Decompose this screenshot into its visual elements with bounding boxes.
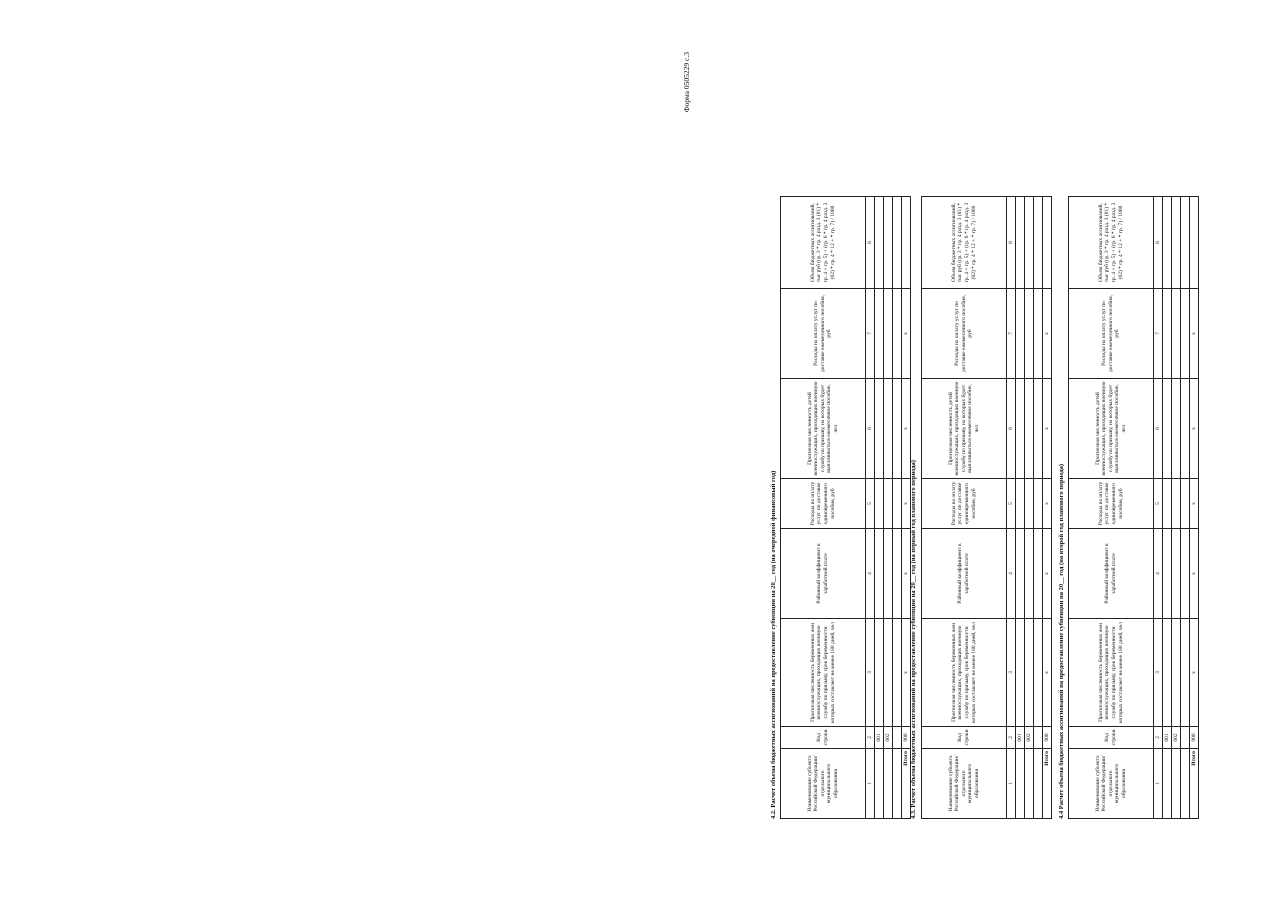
table-row [1163,197,1172,819]
column-header: Наименование субъекта Российской Федерации/ отдельного муниципального образования [922,749,1007,819]
column-header: Прогнозная численность беременных жен военнослужащих, проходящих военную службу по призыву, срок беременности которых составляет не менее 180 дней, чел [781,619,866,727]
total-value-cell[interactable] [1190,197,1199,289]
table-row [893,197,902,819]
value-cell[interactable] [1172,479,1181,529]
value-cell[interactable] [884,619,893,727]
column-number: 7 [1154,289,1163,379]
column-number: 5 [866,479,875,529]
value-cell[interactable] [1025,619,1034,727]
total-row [1043,197,1052,819]
value-cell[interactable] [1034,197,1043,289]
value-cell[interactable] [1034,727,1043,749]
total-cross: х [1043,289,1052,379]
column-header: Объем бюджетных ассигнований, тыс руб (гр. 3 * гр. 4 разд. 3 (01) * гр. 4 + гр. 5) + (гр. 6 * гр. 4 разд. 3 (02) * гр. 4 * 12 + * гр. 7) / 1000 [781,197,866,289]
total-cross: х [1190,379,1199,479]
table-row [1016,197,1025,819]
value-cell[interactable] [884,529,893,619]
value-cell[interactable] [1034,619,1043,727]
value-cell[interactable] [893,619,902,727]
total-cross: х [902,529,911,619]
total-cross: х [1043,529,1052,619]
value-cell[interactable] [1025,289,1034,379]
column-number: 4 [1007,529,1016,619]
table-row [1172,197,1181,819]
column-header: Прогнозная численность беременных жен военнослужащих, проходящих военную службу по призыву, срок беременности которых составляет не менее 180 дней, чел [1069,619,1154,727]
column-header: Прогнозная численность детей военнослужащих, проходящих военную службу по призыву, на которых будет выплачиваться ежемесячное пособие, чел [1069,379,1154,479]
row-code-cell: 001 [875,727,884,749]
section-title: 4.4 Расчет объема бюджетных ассигнований на предоставление субвенции на 20__ год (на второй год планового периода) [1058,463,1065,819]
value-cell[interactable] [1016,289,1025,379]
section-title: 4.3. Расчет объема бюджетных ассигнований на предоставление субвенции на 20__ год (на первый год планового периода) [910,460,917,819]
value-cell[interactable] [1163,379,1172,479]
total-cross: х [1043,619,1052,727]
section-table [1068,196,1199,819]
column-header: Районный коэффициент к заработной плате [922,529,1007,619]
value-cell[interactable] [1181,529,1190,619]
value-cell[interactable] [875,619,884,727]
column-header: Код строки [922,727,1007,749]
section-table [921,196,1052,819]
column-number: 2 [1007,727,1016,749]
value-cell[interactable] [893,379,902,479]
row-code-cell: 002 [1025,727,1034,749]
column-header: Расходы на оплату услуг по доставке ежемесячного пособия, руб [922,289,1007,379]
value-cell[interactable] [1034,379,1043,479]
total-code: 900 [1043,727,1052,749]
column-number: 1 [1154,749,1163,819]
value-cell[interactable] [1163,619,1172,727]
value-cell[interactable] [1163,289,1172,379]
row-name-cell[interactable] [884,749,893,819]
column-number: 3 [1154,619,1163,727]
value-cell[interactable] [1025,379,1034,479]
column-number: 6 [1154,379,1163,479]
column-number: 3 [1007,619,1016,727]
value-cell[interactable] [1016,379,1025,479]
column-number: 8 [866,197,875,289]
column-number: 8 [1007,197,1016,289]
value-cell[interactable] [1016,197,1025,289]
total-cross: х [902,289,911,379]
column-header: Объем бюджетных ассигнований, тыс руб (гр. 3 * гр. 4 разд. 3 (01) * гр. 4 + гр. 5) + (гр. 6 * гр. 4 разд. 3 (02) * гр. 4 * 12 + * гр. 7) / 1000 [1069,197,1154,289]
total-value-cell[interactable] [1043,197,1052,289]
column-header: Расходы на оплату услуг по доставке ежемесячного пособия, руб [1069,289,1154,379]
rotated-document [640,0,1280,905]
column-number: 1 [1007,749,1016,819]
value-cell[interactable] [875,379,884,479]
value-cell[interactable] [893,749,902,819]
value-cell[interactable] [1016,619,1025,727]
column-header: Расходы на оплату услуг по доставке ежемесячного пособия, руб [781,289,866,379]
section-table [780,196,911,819]
value-cell[interactable] [1163,529,1172,619]
column-header: Объем бюджетных ассигнований, тыс руб (гр. 3 * гр. 4 разд. 3 (01) * гр. 4 + гр. 5) + (гр. 6 * гр. 4 разд. 3 (02) * гр. 4 * 12 + * гр. 7) / 1000 [922,197,1007,289]
column-number: 2 [866,727,875,749]
value-cell[interactable] [1034,289,1043,379]
row-code-cell: 002 [884,727,893,749]
column-number: 3 [866,619,875,727]
value-cell[interactable] [1016,479,1025,529]
column-header: Прогнозная численность беременных жен военнослужащих, проходящих военную службу по призыву, срок беременности которых составляет не менее 180 дней, чел [922,619,1007,727]
column-header: Расходы на оплату услуг по доставке единовременного пособия, руб [1069,479,1154,529]
value-cell[interactable] [1163,197,1172,289]
total-cross: х [902,479,911,529]
column-header: Прогнозная численность детей военнослужащих, проходящих военную службу по призыву, на которых будет выплачиваться ежемесячное пособие, чел [922,379,1007,479]
column-number: 1 [866,749,875,819]
value-cell[interactable] [875,529,884,619]
table-row [875,197,884,819]
column-number: 5 [1007,479,1016,529]
row-name-cell[interactable] [1016,749,1025,819]
total-cross: х [1043,379,1052,479]
value-cell[interactable] [1025,479,1034,529]
column-header: Код строки [1069,727,1154,749]
column-number: 7 [1007,289,1016,379]
value-cell[interactable] [884,379,893,479]
value-cell[interactable] [1025,197,1034,289]
value-cell[interactable] [893,727,902,749]
value-cell[interactable] [1181,197,1190,289]
value-cell[interactable] [1034,529,1043,619]
row-code-cell: 001 [1163,727,1172,749]
column-header: Районный коэффициент к заработной плате [1069,529,1154,619]
column-header: Код строки [781,727,866,749]
total-cross: х [1190,289,1199,379]
value-cell[interactable] [884,289,893,379]
value-cell[interactable] [1016,529,1025,619]
total-cross: х [1043,479,1052,529]
value-cell[interactable] [1181,479,1190,529]
value-cell[interactable] [893,289,902,379]
table-row [1025,197,1034,819]
row-code-cell: 001 [1016,727,1025,749]
value-cell[interactable] [1181,619,1190,727]
form-code: Форма 0505229 с.3 [682,52,691,113]
total-cross: х [902,379,911,479]
value-cell[interactable] [1172,529,1181,619]
column-header: Наименование субъекта Российской Федерации/ отдельного муниципального образования [1069,749,1154,819]
value-cell[interactable] [1181,379,1190,479]
value-cell[interactable] [1163,479,1172,529]
value-cell[interactable] [1181,749,1190,819]
value-cell[interactable] [893,529,902,619]
total-cross: х [1190,479,1199,529]
value-cell[interactable] [875,479,884,529]
total-value-cell[interactable] [902,197,911,289]
column-header: Прогнозная численность детей военнослужащих, проходящих военную службу по призыву, на которых будет выплачиваться ежемесячное пособие, чел [781,379,866,479]
table-row [884,197,893,819]
table-row [1181,197,1190,819]
column-header: Наименование субъекта Российской Федерации/ отдельного муниципального образования [781,749,866,819]
value-cell[interactable] [1181,727,1190,749]
value-cell[interactable] [893,479,902,529]
column-number: 8 [1154,197,1163,289]
total-cross: х [1190,529,1199,619]
total-row [1190,197,1199,819]
column-number: 4 [866,529,875,619]
total-label: Итого [902,749,911,819]
column-number: 6 [866,379,875,479]
value-cell[interactable] [1034,749,1043,819]
column-number: 6 [1007,379,1016,479]
row-name-cell[interactable] [1025,749,1034,819]
total-label: Итого [1043,749,1052,819]
column-header: Расходы на оплату услуг по доставке единовременного пособия, руб [922,479,1007,529]
column-number: 5 [1154,479,1163,529]
value-cell[interactable] [1181,289,1190,379]
value-cell[interactable] [875,197,884,289]
row-code-cell: 002 [1172,727,1181,749]
row-name-cell[interactable] [1172,749,1181,819]
value-cell[interactable] [893,197,902,289]
value-cell[interactable] [1172,289,1181,379]
value-cell[interactable] [1172,619,1181,727]
column-number: 4 [1154,529,1163,619]
column-number: 2 [1154,727,1163,749]
column-header: Расходы на оплату услуг по доставке единовременного пособия, руб [781,479,866,529]
column-number: 7 [866,289,875,379]
value-cell[interactable] [1172,379,1181,479]
table-row [1034,197,1043,819]
row-name-cell[interactable] [875,749,884,819]
total-cross: х [1190,619,1199,727]
value-cell[interactable] [1172,197,1181,289]
total-cross: х [902,619,911,727]
section-title: 4.2. Расчет объема бюджетных ассигнований на предоставление субвенции на 20__ год (на очередной финансовый год) [770,470,777,819]
value-cell[interactable] [884,479,893,529]
value-cell[interactable] [884,197,893,289]
value-cell[interactable] [1025,529,1034,619]
value-cell[interactable] [1034,479,1043,529]
column-header: Районный коэффициент к заработной плате [781,529,866,619]
row-name-cell[interactable] [1163,749,1172,819]
total-label: Итого [1190,749,1199,819]
value-cell[interactable] [875,289,884,379]
total-code: 900 [1190,727,1199,749]
total-code: 900 [902,727,911,749]
